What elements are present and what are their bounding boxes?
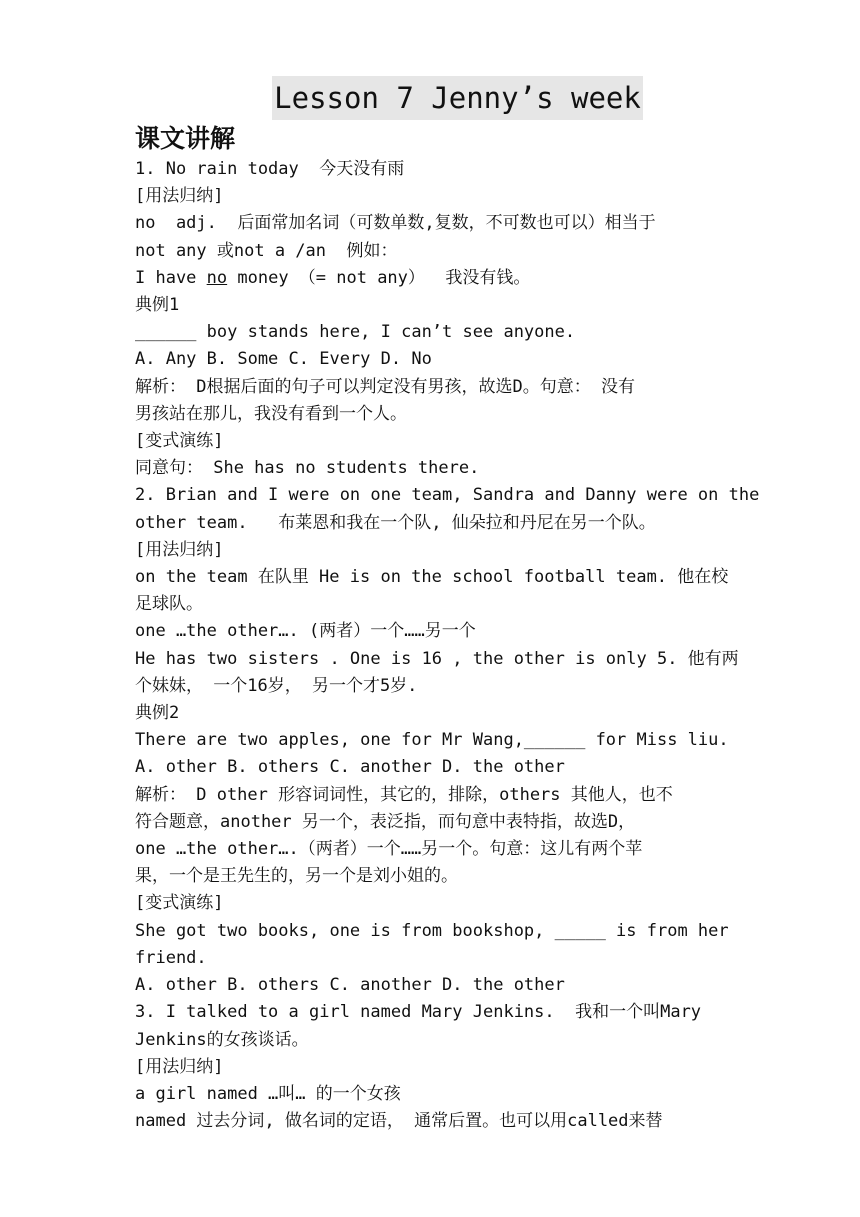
text-line: There are two apples, one for Mr Wang,______ for Miss liu.: [135, 730, 729, 751]
example-sentence-line: [135, 265, 760, 292]
text-line: friend.: [135, 947, 207, 968]
text-line: 男孩站在那儿，我没有看到一个人。: [135, 403, 407, 424]
text-line: ______ boy stands here, I can’t see anyone.: [135, 322, 576, 343]
text-line: 果，一个是王先生的，另一个是刘小姐的。: [135, 866, 458, 887]
text-line: A. Any B. Some C. Every D. No: [135, 349, 432, 370]
text-line: [用法归纳]: [135, 1056, 224, 1077]
text-line: 解析： D other 形容词词性，其它的，排除，others 其他人，也不: [135, 784, 673, 805]
text-line: one …the other…. (两者）一个……另一个: [135, 621, 476, 642]
text-line: [变式演练]: [135, 431, 224, 452]
text-line: He has two sisters . One is 16 , the other is only 5. 他有两: [135, 648, 739, 669]
text-line: A. other B. others C. another D. the other: [135, 757, 565, 778]
text-line: 同意句： She has no students there.: [135, 458, 480, 479]
example-before: I have: [135, 267, 207, 288]
text-line: 个妹妹， 一个16岁， 另一个才5岁.: [135, 675, 418, 696]
text-line: 足球队。: [135, 594, 203, 615]
text-line: named 过去分词, 做名词的定语， 通常后置。也可以用called来替: [135, 1111, 663, 1132]
underlined-word: no: [206, 267, 228, 288]
text-line: 典例2: [135, 703, 180, 724]
text-line: [用法归纳]: [135, 539, 224, 560]
text-line: other team. 布莱恩和我在一个队, 仙朵拉和丹尼在另一个队。: [135, 512, 656, 533]
text-line: no adj. 后面常加名词（可数单数,复数，不可数也可以）相当于: [135, 213, 656, 234]
text-line: She got two books, one is from bookshop, _____ is from her: [135, 920, 729, 941]
text-line: 解析： D根据后面的句子可以判定没有男孩，故选D。句意： 没有: [135, 376, 635, 397]
text-line: one …the other….（两者）一个……另一个。句意：这儿有两个苹: [135, 839, 643, 860]
text-line: not any 或not a /an 例如：: [135, 240, 398, 261]
text-line: 典例1: [135, 295, 180, 316]
lesson-title: Lesson 7 Jenny’s week: [272, 76, 643, 120]
text-line: 1. No rain today 今天没有雨: [135, 159, 405, 179]
text-line: a girl named …叫… 的一个女孩: [135, 1083, 401, 1104]
text-line: A. other B. others C. another D. the other: [135, 975, 565, 996]
text-line: on the team 在队里 He is on the school football team. 他在校: [135, 567, 729, 588]
text-line: 3. I talked to a girl named Mary Jenkins. 我和一个叫Mary: [135, 1002, 702, 1023]
example-after: money （= not any） 我没有钱。: [227, 267, 531, 288]
document-page: [135, 76, 760, 1135]
title-wrap: [135, 76, 760, 122]
text-line: 2. Brian and I were on one team, Sandra and Danny were on the: [135, 485, 760, 506]
text-line: Jenkins的女孩谈话。: [135, 1029, 309, 1050]
text-line: [用法归纳]: [135, 186, 224, 207]
section-heading: 课文讲解: [135, 124, 236, 153]
text-line: [变式演练]: [135, 893, 224, 914]
text-line: 符合题意，another 另一个，表泛指，而句意中表特指，故选D，: [135, 811, 636, 832]
